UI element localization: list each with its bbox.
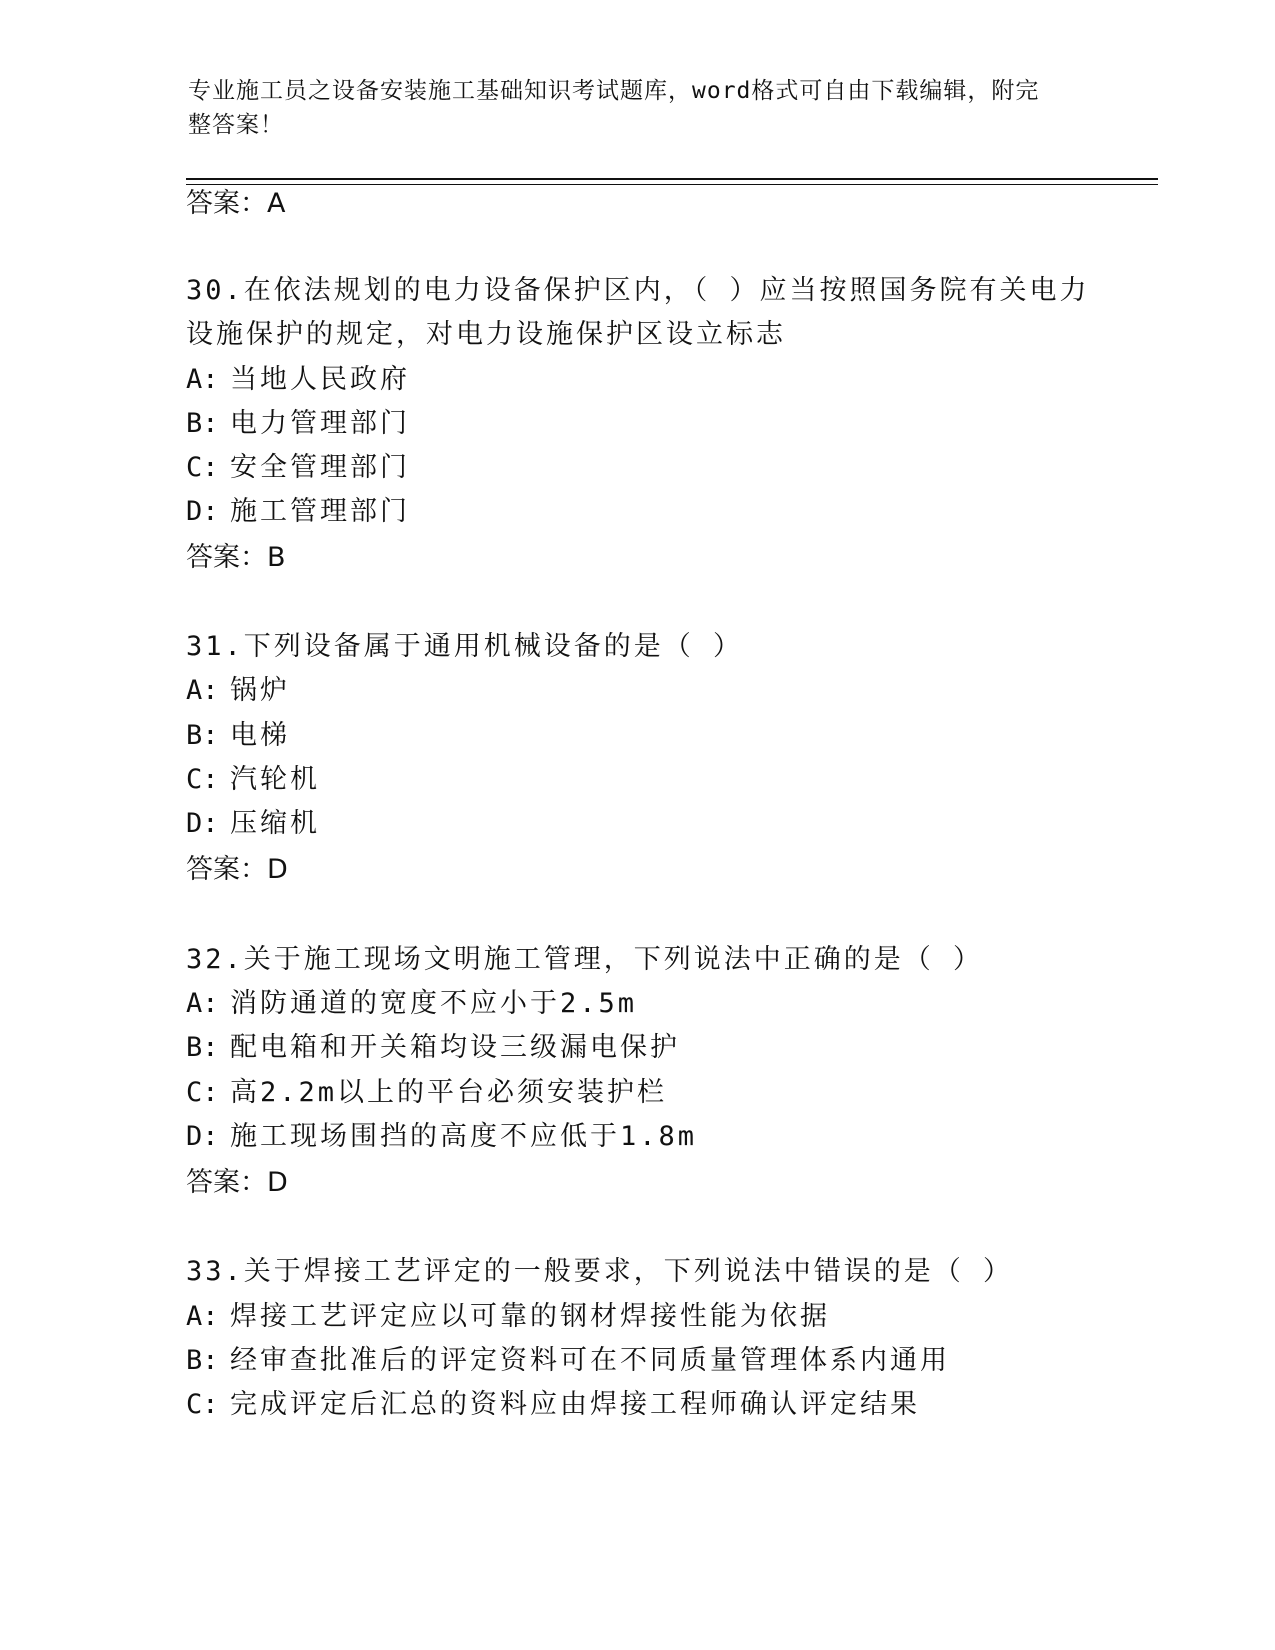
question-33-option-a	[186, 1297, 830, 1337]
header-divider-thin	[186, 184, 1158, 185]
option-text: 施工管理部门	[230, 496, 410, 527]
option-letter: A:	[186, 364, 219, 395]
option-text: 配电箱和开关箱均设三级漏电保护	[230, 1032, 680, 1063]
option-letter: D:	[186, 808, 219, 839]
question-31-option-b	[186, 716, 290, 756]
option-text: 高2.2m以上的平台必须安装护栏	[230, 1077, 668, 1108]
question-33-stem: 33.关于焊接工艺评定的一般要求，下列说法中错误的是（ ）	[186, 1256, 1014, 1287]
question-30-stem-line-2: 设施保护的规定，对电力设施保护区设立标志	[186, 319, 786, 350]
option-letter: A:	[186, 675, 219, 706]
header-line-2: 整答案！	[188, 112, 284, 138]
question-31-stem: 31.下列设备属于通用机械设备的是（ ）	[186, 631, 744, 662]
option-text: 施工现场围挡的高度不应低于1.8m	[230, 1121, 698, 1152]
option-letter: C:	[186, 452, 219, 483]
question-32-option-a	[186, 984, 637, 1024]
header-divider	[186, 178, 1158, 180]
option-text: 消防通道的宽度不应小于2.5m	[230, 988, 638, 1019]
option-letter: C:	[186, 1077, 219, 1108]
answer-prev: 答案：A	[186, 188, 286, 219]
option-letter: D:	[186, 1121, 219, 1152]
option-text: 焊接工艺评定应以可靠的钢材焊接性能为依据	[230, 1301, 830, 1332]
question-30-option-a	[186, 360, 410, 400]
document-header	[188, 74, 1088, 142]
question-30-option-d	[186, 492, 410, 532]
question-32-option-c	[186, 1073, 667, 1113]
option-letter: B:	[186, 1345, 219, 1376]
question-32-option-b	[186, 1028, 680, 1068]
option-letter: B:	[186, 1032, 219, 1063]
question-31-option-a	[186, 671, 290, 711]
question-32-answer: 答案：D	[186, 1167, 288, 1198]
option-letter: B:	[186, 720, 219, 751]
option-letter: A:	[186, 988, 219, 1019]
question-30-option-c	[186, 448, 410, 488]
option-text: 经审查批准后的评定资料可在不同质量管理体系内通用	[230, 1345, 950, 1376]
question-32-option-d	[186, 1117, 697, 1157]
question-31-option-d	[186, 804, 320, 844]
option-text: 电力管理部门	[230, 408, 410, 439]
header-line-1: 专业施工员之设备安装施工基础知识考试题库，word格式可自由下载编辑，附完	[188, 78, 1040, 104]
option-text: 汽轮机	[230, 764, 320, 795]
question-31-option-c	[186, 760, 320, 800]
question-33-option-b	[186, 1341, 950, 1381]
question-33-option-c	[186, 1385, 920, 1425]
option-letter: D:	[186, 496, 219, 527]
option-text: 电梯	[230, 720, 290, 751]
option-text: 压缩机	[230, 808, 320, 839]
question-30-answer: 答案：B	[186, 542, 286, 573]
option-text: 当地人民政府	[230, 364, 410, 395]
option-text: 安全管理部门	[230, 452, 410, 483]
option-text: 锅炉	[230, 675, 290, 706]
option-letter: A:	[186, 1301, 219, 1332]
question-32-stem: 32.关于施工现场文明施工管理，下列说法中正确的是（ ）	[186, 944, 984, 975]
option-letter: B:	[186, 408, 219, 439]
question-30-option-b	[186, 404, 410, 444]
option-letter: C:	[186, 1389, 219, 1420]
question-31-answer: 答案：D	[186, 854, 288, 885]
option-text: 完成评定后汇总的资料应由焊接工程师确认评定结果	[230, 1389, 920, 1420]
question-30-stem-line-1: 30.在依法规划的电力设备保护区内，（ ）应当按照国务院有关电力	[186, 275, 1090, 306]
option-letter: C:	[186, 764, 219, 795]
